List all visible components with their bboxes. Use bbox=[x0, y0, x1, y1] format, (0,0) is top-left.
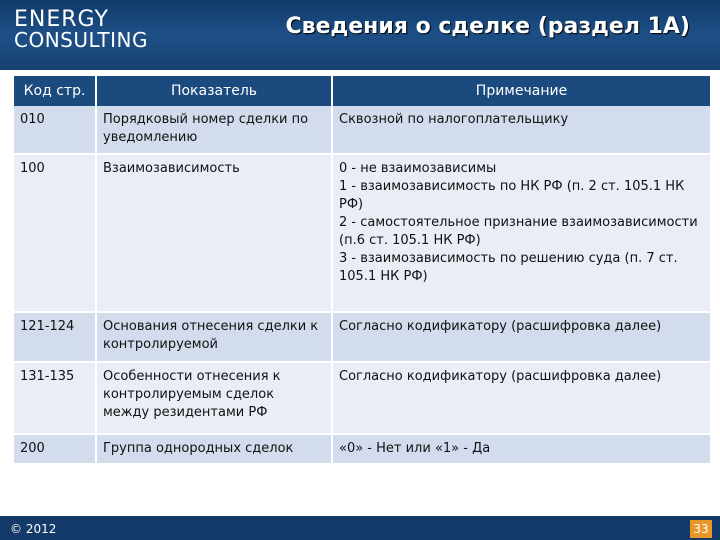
table-row bbox=[14, 154, 710, 312]
column-header-indicator: Показатель bbox=[96, 76, 332, 106]
cell-indicator: Основания отнесения сделки к контролируемой bbox=[96, 312, 332, 362]
footer-bar bbox=[0, 516, 720, 540]
column-header-code: Код стр. bbox=[14, 76, 96, 106]
cell-code: 200 bbox=[14, 434, 96, 464]
cell-note: Сквозной по налогоплательщику bbox=[332, 106, 710, 154]
logo-line-1: ENERGY bbox=[14, 7, 109, 32]
cell-note: «0» - Нет или «1» - Да bbox=[332, 434, 710, 464]
table-row bbox=[14, 106, 710, 154]
copyright-text: © 2012 bbox=[10, 522, 57, 536]
column-header-note: Примечание bbox=[332, 76, 710, 106]
table-header-row bbox=[14, 76, 710, 106]
cell-code: 131-135 bbox=[14, 362, 96, 434]
table-row bbox=[14, 312, 710, 362]
header-bar bbox=[0, 0, 720, 70]
cell-code: 100 bbox=[14, 154, 96, 312]
cell-code: 121-124 bbox=[14, 312, 96, 362]
cell-indicator: Взаимозависимость bbox=[96, 154, 332, 312]
cell-note: Согласно кодификатору (расшифровка далее) bbox=[332, 362, 710, 434]
cell-note: Согласно кодификатору (расшифровка далее) bbox=[332, 312, 710, 362]
cell-indicator: Порядковый номер сделки по уведомлению bbox=[96, 106, 332, 154]
cell-indicator: Группа однородных сделок bbox=[96, 434, 332, 464]
cell-code: 010 bbox=[14, 106, 96, 154]
company-logo bbox=[14, 7, 148, 52]
slide-title: Сведения о сделке (раздел 1А) bbox=[285, 14, 690, 39]
cell-indicator: Особенности отнесения к контролируемым сделок между резидентами РФ bbox=[96, 362, 332, 434]
deal-info-table bbox=[14, 76, 710, 465]
table-row bbox=[14, 362, 710, 434]
cell-note: 0 - не взаимозависимы 1 - взаимозависимость по НК РФ (п. 2 ст. 105.1 НК РФ) 2 - самостоятельное признание взаимозависимости (п.6 ст. 105.1 НК РФ) 3 - взаимозависимость по решению суда (п. 7 ст. 105.1 НК РФ) bbox=[332, 154, 710, 312]
logo-line-2: CONSULTING bbox=[14, 28, 148, 52]
table-row bbox=[14, 434, 710, 464]
page-number-badge: 33 bbox=[690, 520, 712, 538]
